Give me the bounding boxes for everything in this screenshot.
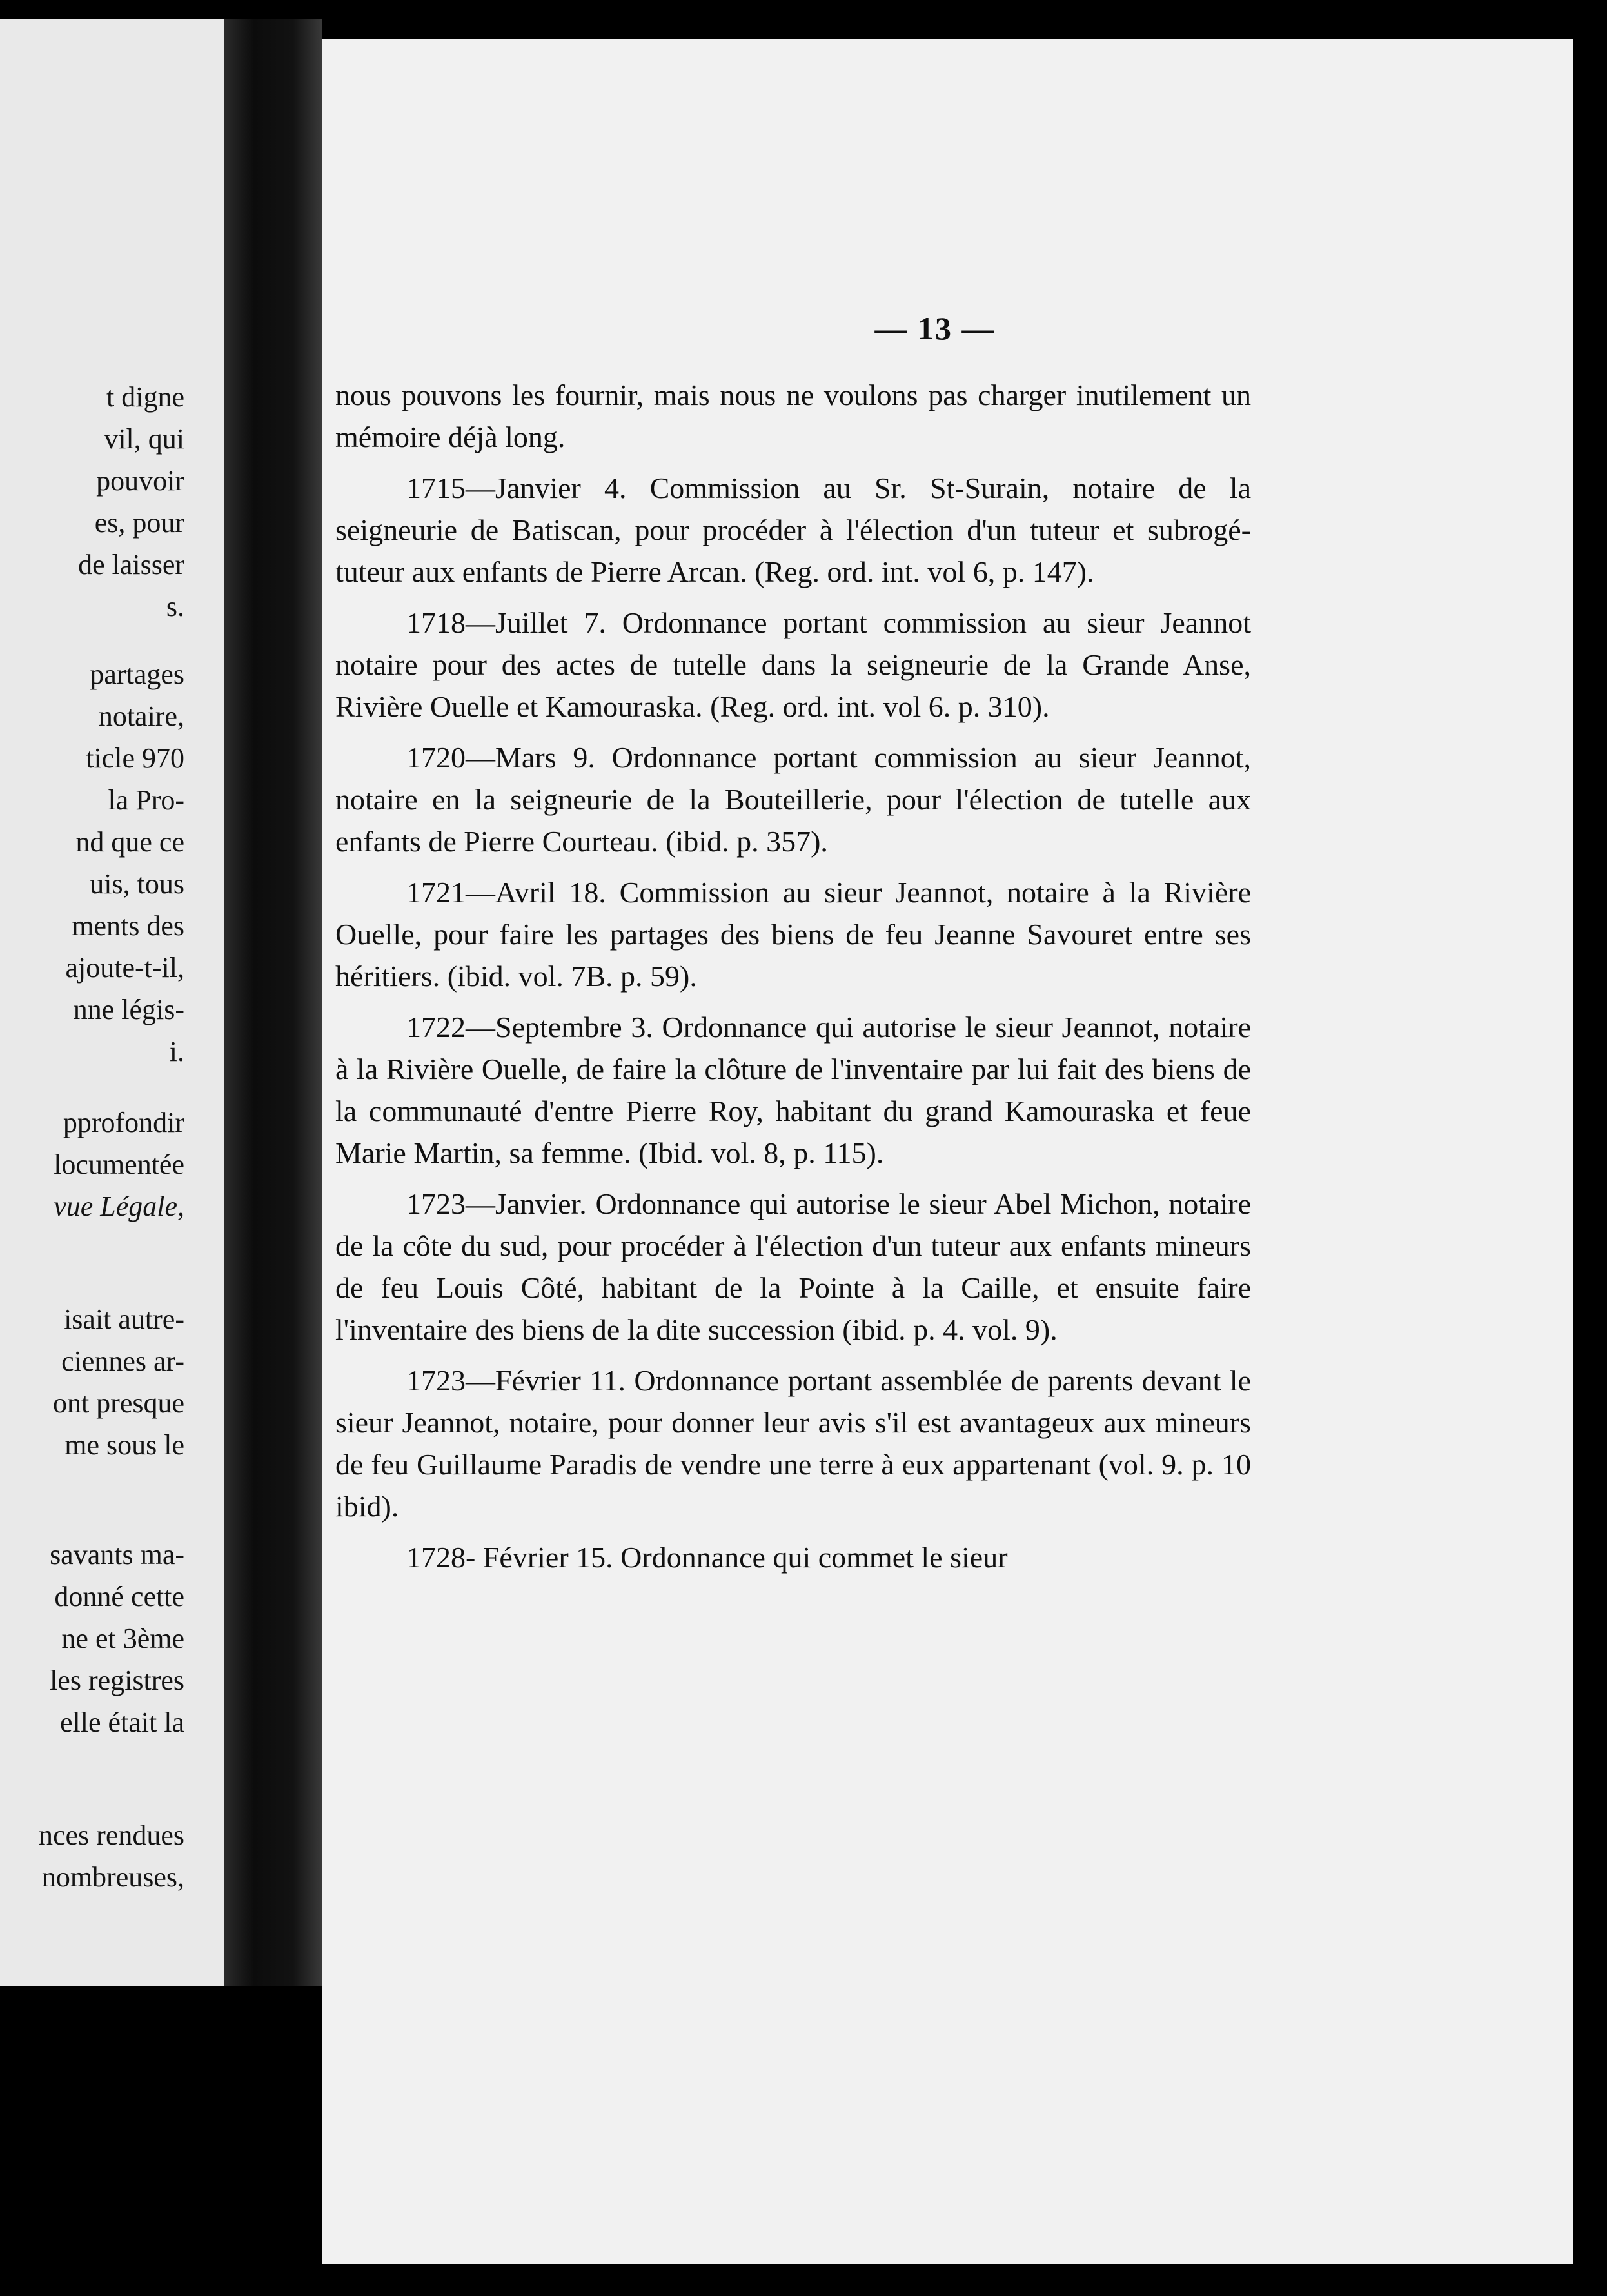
left-page-line: nd que ce	[75, 826, 184, 858]
paragraph: nous pouvons les fournir, mais nous ne voulons pas charger inutilement un mémoire déjà long.	[335, 379, 1251, 453]
left-page-line: vil, qui	[104, 423, 184, 455]
page-number: — 13 —	[874, 310, 996, 346]
left-page-line: donné cette	[54, 1581, 184, 1612]
left-page-line: me sous le	[64, 1429, 184, 1461]
left-page-line: ne et 3ème	[61, 1623, 184, 1654]
paragraph: 1721—Avril 18. Commission au sieur Jeannot, notaire à la Rivière Ouelle, pour faire les partages des biens de feu Jeanne Savouret entre ses héritiers. (ibid. vol. 7B. p. 59).	[335, 876, 1251, 993]
left-page-line: vue Légale,	[54, 1191, 184, 1222]
book-gutter	[224, 19, 322, 1986]
left-page-line: ments des	[72, 910, 184, 942]
paragraph: 1720—Mars 9. Ordonnance portant commission au sieur Jeannot, notaire en la seigneurie de la Bouteillerie, pour l'élection de tutelle aux enfants de Pierre Courteau. (ibid. p. 357).	[335, 741, 1251, 858]
left-page-line: i.	[169, 1036, 184, 1067]
left-page-line: pouvoir	[96, 465, 184, 497]
left-page-line: partages	[90, 658, 184, 690]
left-page-line: t digne	[106, 381, 184, 413]
left-page-line: la Pro-	[108, 784, 184, 816]
left-page-line: notaire,	[98, 700, 184, 732]
paragraph: 1718—Juillet 7. Ordonnance portant commission au sieur Jeannot notaire pour des actes de tutelle dans la seigneurie de la Grande Anse, Rivière Ouelle et Kamouraska. (Reg. ord. int. vol 6. p. 310).	[335, 606, 1251, 723]
left-page-line: ont presque	[52, 1387, 184, 1419]
paragraph: 1728- Février 15. Ordonnance qui commet le sieur	[406, 1541, 1008, 1574]
paragraph: 1722—Septembre 3. Ordonnance qui autorise le sieur Jeannot, notaire à la Rivière Ouelle, de faire la clôture de l'inventaire par lui fait des biens de la communauté d'entre Pierre Roy, habitant du grand Kamouraska et feue Marie Martin, sa femme. (Ibid. vol. 8, p. 115).	[335, 1011, 1251, 1169]
left-page-line: les registres	[50, 1665, 184, 1696]
left-page-line: s.	[166, 591, 184, 622]
left-page-line: nombreuses,	[41, 1861, 184, 1893]
left-page-line: ciennes ar-	[61, 1345, 184, 1377]
paragraph: 1723—Février 11. Ordonnance portant assemblée de parents devant le sieur Jeannot, notaire, pour donner leur avis s'il est avantageux aux mineurs de feu Guillaume Paradis de vendre une terre à eux appartenant (vol. 9. p. 10 ibid).	[335, 1364, 1251, 1523]
left-page-line: es, pour	[94, 507, 184, 539]
left-page-line: elle était la	[60, 1707, 184, 1738]
left-page-line: pprofondir	[63, 1107, 184, 1138]
left-facing-page	[0, 19, 224, 1986]
left-page-line: de laisser	[78, 549, 184, 580]
left-page-line: nne légis-	[73, 994, 184, 1025]
paragraph: 1715—Janvier 4. Commission au Sr. St-Surain, notaire de la seigneurie de Batiscan, pour procéder à l'élection d'un tuteur et subrogé-tuteur aux enfants de Pierre Arcan. (Reg. ord. int. vol 6, p. 147).	[335, 471, 1251, 588]
left-page-line: savants ma-	[50, 1539, 184, 1570]
paragraph: 1723—Janvier. Ordonnance qui autorise le sieur Abel Michon, notaire de la côte du sud, pour procéder à l'élection d'un tuteur aux enfants mineurs de feu Louis Côté, habitant de la Pointe à la Caille, et ensuite faire l'inventaire des biens de la dite succession (ibid. p. 4. vol. 9).	[335, 1187, 1251, 1346]
left-page-line: nces rendues	[38, 1819, 184, 1851]
left-page-line: ajoute-t-il,	[65, 952, 184, 984]
left-page-line: locumentée	[54, 1149, 184, 1180]
left-page-line: isait autre-	[64, 1303, 184, 1335]
left-page-line: ticle 970	[86, 742, 184, 774]
page-body	[335, 374, 1251, 1587]
right-page	[322, 39, 1573, 2264]
left-page-line: uis, tous	[90, 868, 184, 900]
